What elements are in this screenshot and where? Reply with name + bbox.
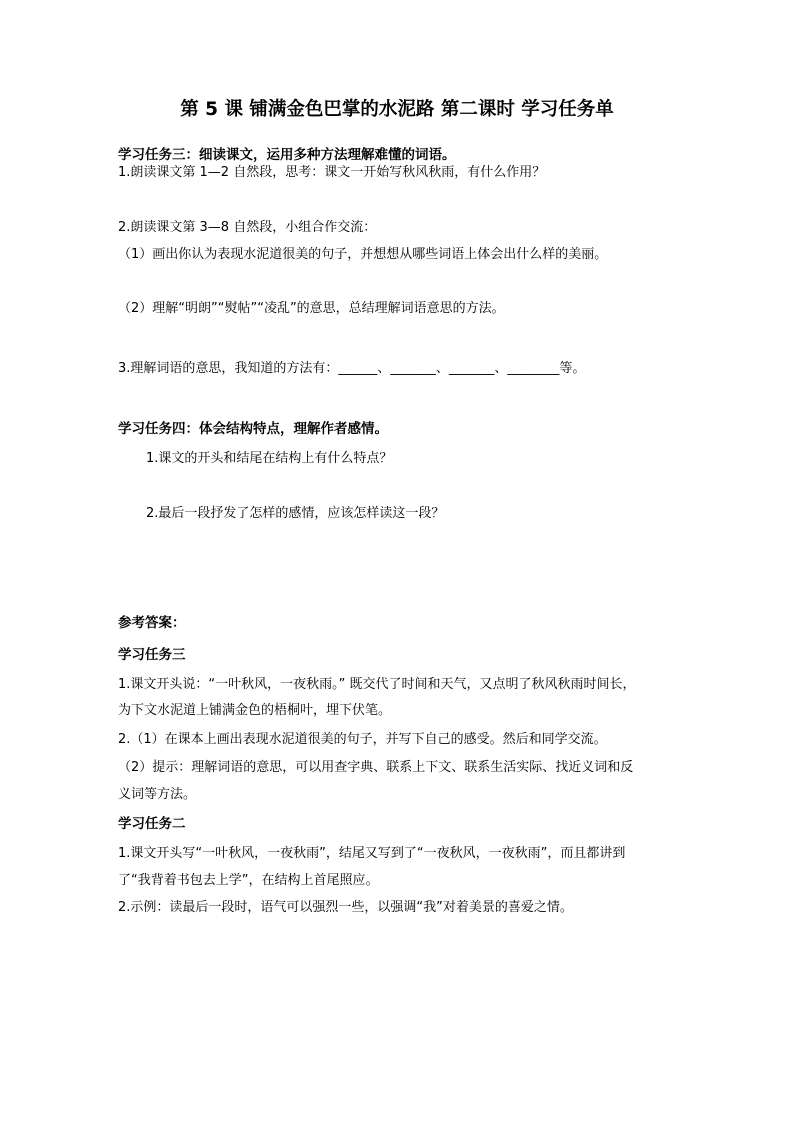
answers-section-task2: 学习任务二 xyxy=(118,816,186,832)
task3-question-1: 1.朗读课文第 1—2 自然段，思考：课文一开始写秋风秋雨，有什么作用？ xyxy=(118,165,546,180)
answers-heading: 参考答案： xyxy=(118,615,186,631)
task4-heading: 学习任务四：体会结构特点，理解作者感情。 xyxy=(118,421,388,437)
task3-question-2-part-1: （1）画出你认为表现水泥道很美的句子，并想想从哪些词语上体会出什么样的美丽。 xyxy=(118,247,608,262)
task3-question-2-part-2: （2）理解“明朗”“熨帖”“凌乱”的意思，总结理解词语意思的方法。 xyxy=(118,301,505,316)
task3-question-3: 3.理解词语的意思，我知道的方法有：______、_______、_______、________等。 xyxy=(118,361,586,376)
answer-1-line-1: 1.课文开头说：“一叶秋风，一夜秋雨。” 既交代了时间和天气，又点明了秋风秋雨时间长， xyxy=(118,677,636,692)
task3-heading: 学习任务三：细读课文，运用多种方法理解难懂的词语。 xyxy=(118,147,456,163)
answer-1-line-2: 为下文水泥道上铺满金色的梧桐叶，埋下伏笔。 xyxy=(118,703,392,718)
answer-2-part-1: 2.（1）在课本上画出表现水泥道很美的句子，并写下自己的感受。然后和同学交流。 xyxy=(118,732,607,747)
answer-b2: 2.示例：读最后一段时，语气可以强烈一些，以强调“我”对着美景的喜爱之情。 xyxy=(118,900,573,915)
answer-b1-line-1: 1.课文开头写“一叶秋风，一夜秋雨”，结尾又写到了“一夜秋风，一夜秋雨”，而且都讲到 xyxy=(118,846,626,861)
page-title: 第 5 课 铺满金色巴掌的水泥路 第二课时 学习任务单 xyxy=(180,99,614,120)
task4-question-1: 1.课文的开头和结尾在结构上有什么特点？ xyxy=(146,451,393,466)
answers-section-task3: 学习任务三 xyxy=(118,647,186,663)
answer-2-part-2-line-2: 义词等方法。 xyxy=(118,787,197,802)
task3-question-2: 2.朗读课文第 3—8 自然段，小组合作交流： xyxy=(118,220,377,235)
task4-question-2: 2.最后一段抒发了怎样的感情，应该怎样读这一段？ xyxy=(146,506,445,521)
answer-b1-line-2: 了“我背着书包去上学”，在结构上首尾照应。 xyxy=(118,873,379,888)
answer-2-part-2-line-1: （2）提示：理解词语的意思，可以用查字典、联系上下文、联系生活实际、找近义词和反 xyxy=(118,760,634,775)
